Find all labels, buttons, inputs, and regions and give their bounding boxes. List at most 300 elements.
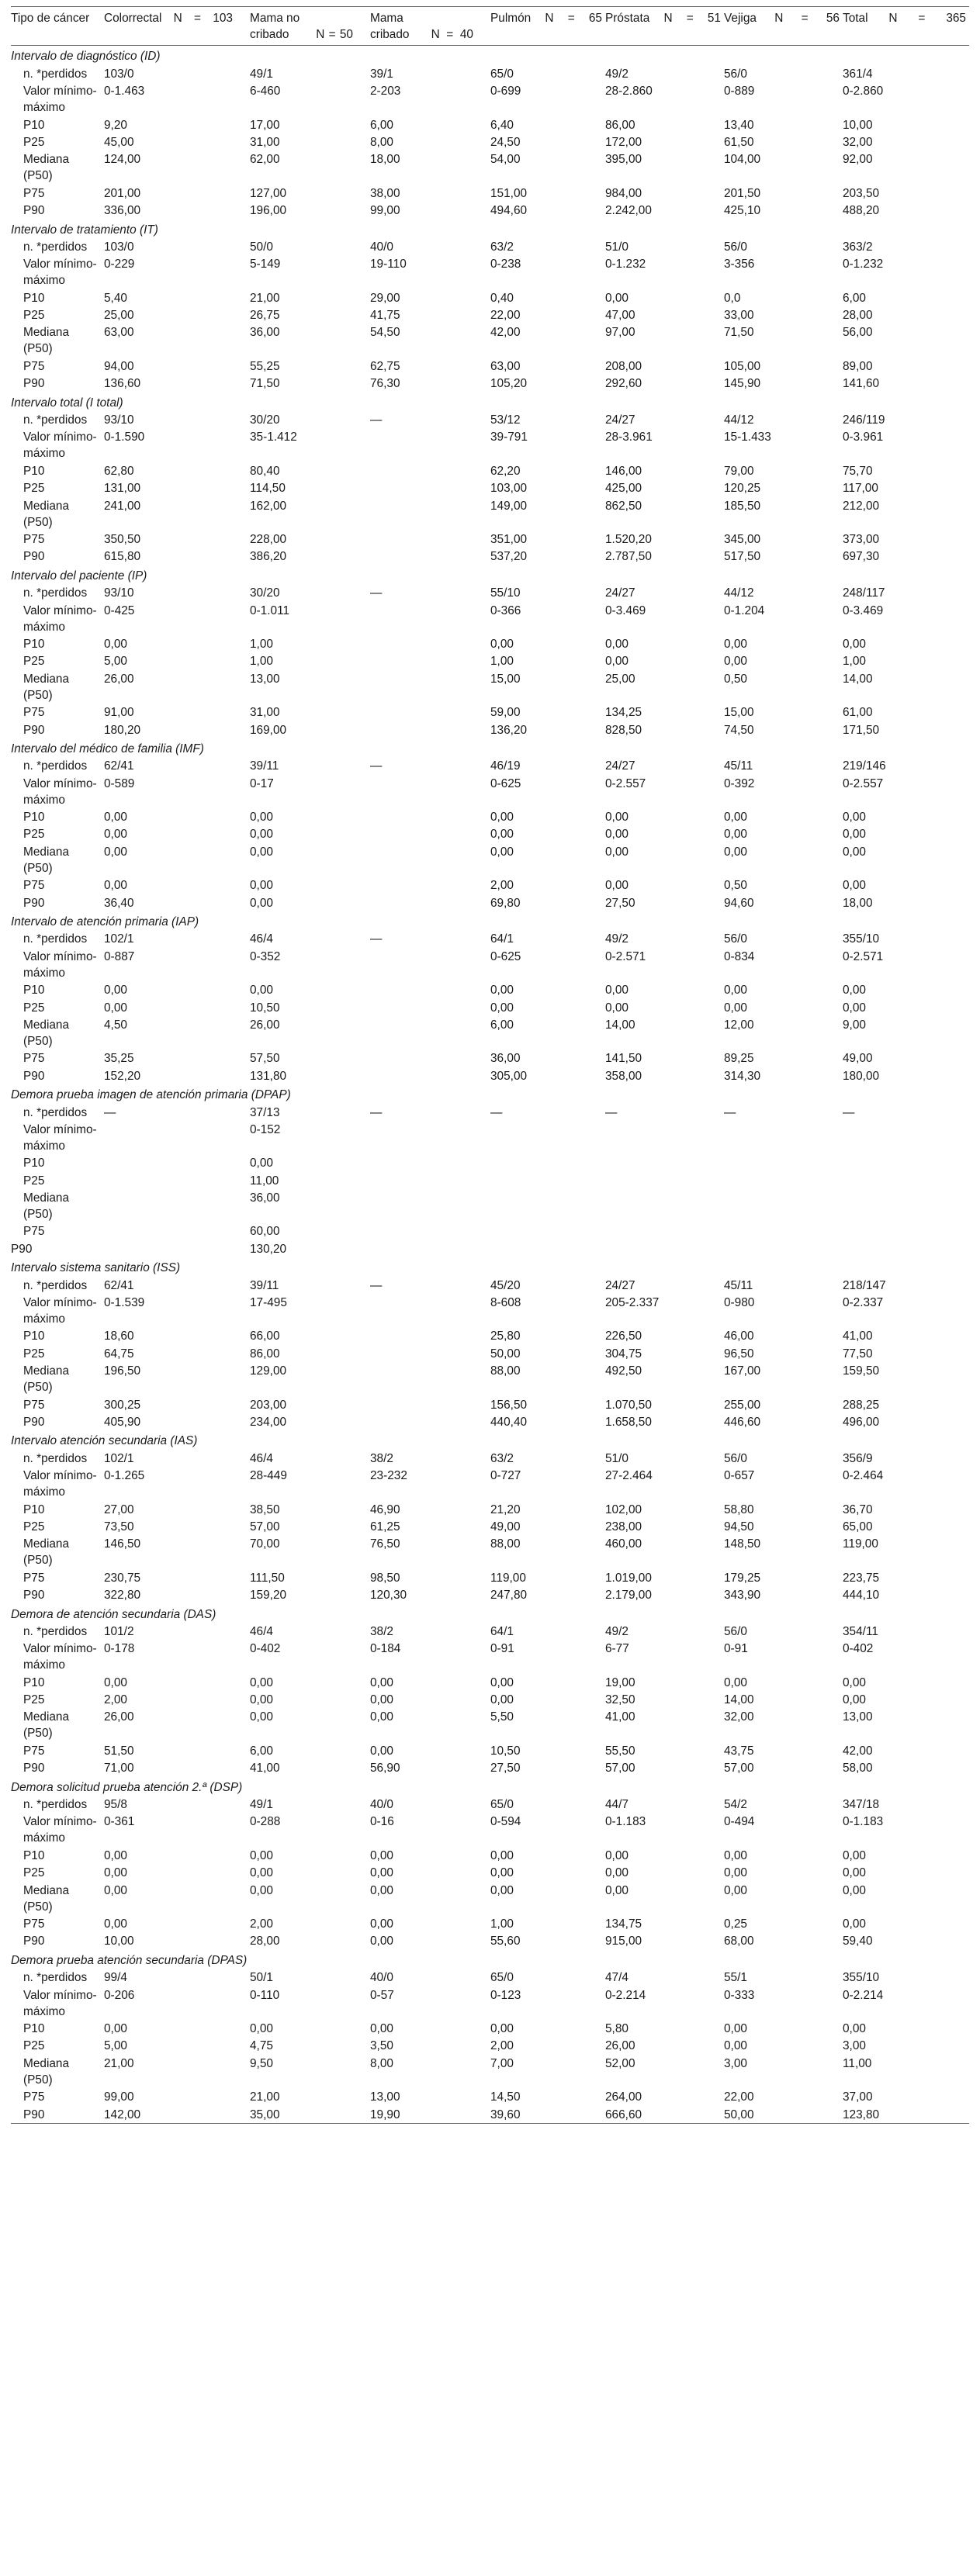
- row-label: n. *perdidos: [23, 67, 88, 81]
- row-label: Valor mínimo-máximo: [23, 776, 97, 807]
- table-cell: 0,00: [724, 2021, 747, 2035]
- table-cell: 0-238: [490, 258, 521, 271]
- table-row: [11, 1932, 969, 1949]
- table-cell: 73,50: [104, 1520, 134, 1533]
- table-cell: 111,50: [250, 1571, 285, 1585]
- table-cell: 141,50: [605, 1052, 642, 1066]
- table-row: [11, 774, 969, 807]
- table-cell: 13,00: [250, 672, 280, 686]
- table-row: [11, 479, 969, 496]
- header-group: [250, 10, 367, 43]
- table-cell: [370, 1413, 490, 1430]
- header-row: [11, 7, 969, 46]
- table-cell: 5,80: [605, 2021, 629, 2035]
- header-group: [843, 10, 966, 26]
- table-cell: 14,00: [724, 1693, 754, 1707]
- row-label: n. *perdidos: [23, 1624, 88, 1638]
- table-cell: 124,00: [104, 153, 141, 167]
- table-cell: 62,80: [104, 464, 134, 478]
- table-cell: 39/1: [370, 67, 393, 81]
- header-count: 65: [588, 12, 602, 25]
- table-cell: 63/2: [490, 240, 514, 254]
- table-cell: 0,00: [605, 879, 629, 893]
- table-cell: 0-1.265: [104, 1469, 145, 1483]
- table-cell: 59,00: [490, 706, 521, 720]
- table-cell: 5,40: [104, 291, 127, 305]
- row-label: P75: [23, 532, 45, 546]
- table-cell: 0,00: [724, 845, 747, 859]
- table-cell: [843, 1222, 969, 1240]
- table-row: [11, 1759, 969, 1776]
- table-cell: 0,00: [490, 811, 514, 825]
- section-title: Demora solicitud prueba atención 2.ª (DSP): [11, 1780, 243, 1794]
- table-cell: 343,90: [724, 1589, 761, 1603]
- row-label: n. *perdidos: [23, 759, 88, 773]
- table-cell: 1.520,20: [605, 532, 652, 546]
- table-cell: 0,00: [250, 1675, 273, 1689]
- table-row: [11, 894, 969, 911]
- header-mama-cribado: [370, 7, 490, 46]
- table-cell: 537,20: [490, 550, 528, 564]
- table-cell: 13,00: [843, 1710, 873, 1724]
- table-cell: [370, 1395, 490, 1412]
- table-row: [11, 947, 969, 980]
- table-cell: [724, 1154, 843, 1171]
- table-cell: [843, 1171, 969, 1188]
- table-row: [11, 1413, 969, 1430]
- table-cell: 0,00: [843, 828, 866, 842]
- header-label: Tipo de cáncer: [11, 12, 90, 25]
- table-cell: 0,00: [104, 2021, 127, 2035]
- table-cell: —: [370, 932, 383, 946]
- table-row: [11, 981, 969, 998]
- table-cell: 1.019,00: [605, 1571, 652, 1585]
- table-row: [11, 877, 969, 894]
- table-cell: 10,00: [104, 1935, 134, 1948]
- table-cell: 97,00: [605, 326, 635, 340]
- table-cell: 212,00: [843, 499, 880, 513]
- header-label: Próstata: [605, 12, 650, 25]
- row-label: P90: [23, 1935, 45, 1948]
- table-cell: —: [724, 1105, 736, 1119]
- table-row: [11, 150, 969, 184]
- table-cell: 40/0: [370, 1798, 393, 1812]
- table-cell: 345,00: [724, 532, 761, 546]
- table-cell: [490, 1189, 605, 1222]
- table-cell: 65/0: [490, 67, 514, 81]
- header-n: N: [663, 12, 673, 25]
- table-cell: 196,00: [250, 204, 287, 218]
- table-cell: 0-1.232: [605, 258, 646, 271]
- table-cell: 0,00: [605, 845, 629, 859]
- table-cell: 0-1.011: [250, 603, 290, 617]
- table-cell: [370, 1222, 490, 1240]
- table-row: [11, 1154, 969, 1171]
- table-cell: 0,00: [490, 1675, 514, 1689]
- table-cell: 141,60: [843, 377, 880, 391]
- table-row: [11, 1915, 969, 1932]
- table-cell: [370, 601, 490, 634]
- table-cell: 119,00: [843, 1537, 878, 1551]
- table-cell: 61,50: [724, 135, 754, 149]
- section-title: Intervalo de atención primaria (IAP): [11, 915, 199, 929]
- table-cell: [370, 1344, 490, 1361]
- table-cell: 0,00: [843, 1883, 866, 1897]
- table-cell: 615,80: [104, 550, 141, 564]
- table-cell: [370, 894, 490, 911]
- header-n: N: [431, 28, 440, 41]
- table-cell: 21,00: [250, 2090, 280, 2104]
- table-cell: 92,00: [843, 153, 873, 167]
- table-cell: 3,00: [843, 2039, 866, 2053]
- table-cell: [843, 1240, 969, 1257]
- header-eq: =: [801, 12, 809, 25]
- table-cell: 28,00: [250, 1935, 280, 1948]
- section-header-row: [11, 1257, 969, 1276]
- table-row: [11, 1500, 969, 1517]
- table-cell: 57,00: [605, 1762, 635, 1776]
- table-cell: 10,50: [250, 1001, 280, 1015]
- header-n: N: [774, 12, 784, 25]
- table-cell: 0,00: [104, 637, 127, 651]
- header-pulmon: [490, 7, 605, 46]
- table-cell: 52,00: [605, 2056, 635, 2070]
- table-cell: 0,00: [250, 984, 273, 998]
- table-cell: 55/1: [724, 1971, 747, 1985]
- table-cell: 36,00: [250, 1191, 280, 1205]
- table-cell: [370, 808, 490, 825]
- table-cell: 238,00: [605, 1520, 642, 1533]
- row-label: P25: [23, 2039, 45, 2053]
- table-cell: 0,00: [490, 637, 514, 651]
- table-row: [11, 1586, 969, 1603]
- table-cell: 55,25: [250, 359, 280, 373]
- table-cell: 0,00: [104, 1675, 127, 1689]
- row-label: P25: [23, 828, 45, 842]
- table-cell: 49/2: [605, 932, 629, 946]
- table-cell: [490, 1240, 605, 1257]
- row-label: P90: [23, 1416, 45, 1429]
- table-cell: 405,90: [104, 1416, 141, 1429]
- table-cell: 0,00: [490, 984, 514, 998]
- table-cell: 47/4: [605, 1971, 629, 1985]
- table-cell: 91,00: [104, 706, 134, 720]
- table-cell: 94,50: [724, 1520, 754, 1533]
- table-cell: 145,90: [724, 377, 761, 391]
- table-cell: 203,00: [250, 1398, 287, 1412]
- row-label: Mediana (P50): [23, 1018, 70, 1048]
- table-cell: 23-232: [370, 1469, 407, 1483]
- table-cell: 24/27: [605, 413, 635, 427]
- table-row: [11, 496, 969, 530]
- table-cell: 38/2: [370, 1624, 393, 1638]
- table-cell: 146,50: [104, 1537, 141, 1551]
- table-cell: 0,0: [724, 291, 741, 305]
- header-cancer-type: [11, 7, 104, 46]
- table-cell: 93/10: [104, 586, 134, 600]
- row-label: Mediana (P50): [23, 1537, 70, 1568]
- section-title: Intervalo total (I total): [11, 396, 123, 410]
- row-label: n. *perdidos: [23, 932, 88, 946]
- table-cell: 0-392: [724, 776, 755, 790]
- table-cell: 0-402: [250, 1642, 281, 1656]
- table-cell: 28,00: [843, 309, 873, 323]
- table-cell: 99/4: [104, 1971, 127, 1985]
- table-cell: 1.070,50: [605, 1398, 652, 1412]
- table-cell: 0-17: [250, 776, 274, 790]
- table-cell: 42,00: [843, 1744, 873, 1758]
- table-row: [11, 1535, 969, 1568]
- table-cell: 305,00: [490, 1069, 528, 1083]
- table-cell: 19,90: [370, 2107, 400, 2121]
- table-cell: 24/27: [605, 586, 635, 600]
- table-cell: 0-3.469: [843, 603, 884, 617]
- row-label: P75: [23, 1744, 45, 1758]
- table-cell: 131,00: [104, 482, 141, 496]
- table-row: [11, 462, 969, 479]
- table-cell: [370, 1121, 490, 1154]
- row-label: Mediana (P50): [23, 1710, 70, 1741]
- row-label: n. *perdidos: [23, 1105, 88, 1119]
- table-cell: 0,00: [250, 811, 273, 825]
- table-cell: 39/11: [250, 759, 279, 773]
- table-cell: 0-2.860: [843, 85, 884, 99]
- table-row: [11, 2020, 969, 2037]
- table-cell: 0,00: [104, 1917, 127, 1931]
- row-label: P25: [23, 655, 45, 669]
- table-cell: 120,30: [370, 1589, 407, 1603]
- table-cell: 314,30: [724, 1069, 761, 1083]
- table-cell: 149,00: [490, 499, 528, 513]
- table-cell: [490, 1222, 605, 1240]
- table-row: [11, 808, 969, 825]
- table-row: [11, 757, 969, 774]
- table-row: [11, 255, 969, 289]
- table-cell: 79,00: [724, 464, 754, 478]
- row-label: P90: [23, 1069, 45, 1083]
- table-cell: 56,90: [370, 1762, 400, 1776]
- table-cell: 0,00: [605, 637, 629, 651]
- table-cell: [724, 1171, 843, 1188]
- table-cell: 0,00: [843, 1848, 866, 1862]
- table-cell: 62/41: [104, 1278, 134, 1292]
- row-label: Mediana (P50): [23, 499, 70, 529]
- table-cell: 234,00: [250, 1416, 287, 1429]
- table-cell: 11,00: [843, 2056, 872, 2070]
- table-cell: 355/10: [843, 1971, 880, 1985]
- table-cell: 134,25: [605, 706, 642, 720]
- table-cell: 57,00: [724, 1762, 754, 1776]
- row-label: Valor mínimo-máximo: [23, 85, 97, 115]
- table-cell: 0-425: [104, 603, 135, 617]
- table-cell: [370, 704, 490, 721]
- table-cell: 0-91: [724, 1642, 748, 1656]
- table-cell: 1.658,50: [605, 1416, 652, 1429]
- table-cell: 54/2: [724, 1798, 747, 1812]
- table-cell: 425,00: [605, 482, 642, 496]
- table-cell: 96,50: [724, 1347, 754, 1361]
- table-cell: [724, 1240, 843, 1257]
- table-cell: 127,00: [250, 186, 287, 200]
- table-cell: 492,50: [605, 1364, 642, 1378]
- table-cell: 11,00: [250, 1174, 279, 1188]
- header-n: N: [173, 12, 182, 25]
- table-cell: [370, 842, 490, 876]
- table-cell: [370, 1049, 490, 1067]
- table-cell: 49,00: [843, 1052, 873, 1066]
- row-label: P90: [23, 1762, 45, 1776]
- table-cell: [370, 1067, 490, 1084]
- table-cell: 46,00: [724, 1329, 754, 1343]
- table-cell: 0,00: [250, 896, 273, 910]
- table-cell: 8,00: [370, 135, 393, 149]
- table-row: [11, 1691, 969, 1708]
- table-row: [11, 531, 969, 548]
- section-title: Intervalo del paciente (IP): [11, 569, 147, 583]
- section-header-row: [11, 1603, 969, 1622]
- table-cell: [370, 462, 490, 479]
- table-cell: [104, 1121, 250, 1154]
- row-label: Valor mínimo-máximo: [23, 603, 97, 634]
- table-cell: 64/1: [490, 1624, 514, 1638]
- table-cell: 65,00: [843, 1520, 873, 1533]
- row-label: P25: [23, 1866, 45, 1880]
- table-cell: 3-356: [724, 258, 755, 271]
- table-cell: 0,00: [605, 811, 629, 825]
- row-label: P10: [23, 1848, 45, 1862]
- table-cell: 0-333: [724, 1988, 755, 2002]
- table-cell: 86,00: [605, 118, 635, 132]
- table-cell: 0-123: [490, 1988, 521, 2002]
- table-cell: 25,00: [104, 309, 134, 323]
- table-cell: 46/4: [250, 1451, 273, 1465]
- table-cell: 28-2.860: [605, 85, 653, 99]
- row-label: Mediana (P50): [23, 2056, 70, 2087]
- table-cell: 88,00: [490, 1364, 521, 1378]
- table-cell: 354/11: [843, 1624, 878, 1638]
- table-cell: 0,00: [370, 1693, 393, 1707]
- row-label: P75: [23, 359, 45, 373]
- table-cell: 39-791: [490, 430, 528, 444]
- row-label: P25: [23, 1520, 45, 1533]
- table-cell: 356/9: [843, 1451, 873, 1465]
- table-cell: 14,50: [490, 2090, 521, 2104]
- table-cell: 9,00: [843, 1018, 866, 1032]
- table-cell: 223,75: [843, 1571, 880, 1585]
- table-cell: 44/12: [724, 413, 754, 427]
- table-cell: 70,00: [250, 1537, 280, 1551]
- table-cell: 26,00: [605, 2039, 635, 2053]
- table-cell: [370, 721, 490, 738]
- table-cell: [605, 1171, 724, 1188]
- table-cell: 0,00: [843, 879, 866, 893]
- table-cell: 0-2.571: [843, 949, 884, 963]
- table-cell: 0-57: [370, 1988, 394, 2002]
- row-label: n. *perdidos: [23, 586, 88, 600]
- table-cell: 0-594: [490, 1815, 521, 1829]
- table-cell: 0,00: [250, 845, 273, 859]
- table-cell: 2,00: [490, 879, 514, 893]
- table-cell: 292,60: [605, 377, 642, 391]
- table-cell: 0-184: [370, 1642, 401, 1656]
- table-cell: [843, 1121, 969, 1154]
- table-cell: 64/1: [490, 932, 514, 946]
- table-cell: 0-657: [724, 1469, 755, 1483]
- table-cell: [370, 652, 490, 669]
- table-cell: 0,00: [104, 845, 127, 859]
- table-cell: 0,00: [843, 845, 866, 859]
- row-label: P10: [23, 1675, 45, 1689]
- table-row: [11, 548, 969, 565]
- table-cell: 36,40: [104, 896, 134, 910]
- table-cell: 0,00: [605, 1001, 629, 1015]
- table-cell: 76,50: [370, 1537, 400, 1551]
- table-row: [11, 1121, 969, 1154]
- table-cell: 666,60: [605, 2107, 642, 2121]
- table-cell: 12,00: [724, 1018, 754, 1032]
- table-cell: 9,20: [104, 118, 127, 132]
- table-cell: 38,00: [370, 186, 400, 200]
- table-cell: 19,00: [605, 1675, 635, 1689]
- table-cell: 14,00: [843, 672, 873, 686]
- table-cell: 0,50: [724, 672, 747, 686]
- table-row: [11, 1467, 969, 1500]
- table-cell: 71,50: [250, 377, 280, 391]
- header-label: Vejiga: [724, 12, 757, 25]
- table-cell: 93/10: [104, 413, 134, 427]
- table-cell: 494,60: [490, 204, 528, 218]
- table-cell: 347/18: [843, 1798, 880, 1812]
- table-cell: 361/4: [843, 67, 873, 81]
- table-cell: 89,00: [843, 359, 873, 373]
- table-cell: 0,00: [104, 984, 127, 998]
- table-cell: 131,80: [250, 1069, 287, 1083]
- table-cell: [104, 1240, 250, 1257]
- table-cell: 88,00: [490, 1537, 521, 1551]
- row-label: P10: [23, 1329, 45, 1343]
- table-row: [11, 2105, 969, 2123]
- table-cell: 26,00: [104, 672, 134, 686]
- row-label: Valor mínimo-máximo: [23, 258, 97, 288]
- table-cell: 1,00: [250, 637, 273, 651]
- table-cell: 54,50: [370, 326, 400, 340]
- row-label: P75: [23, 2090, 45, 2104]
- table-row: [11, 1881, 969, 1914]
- table-cell: 71,00: [104, 1762, 134, 1776]
- table-cell: 56/0: [724, 67, 747, 81]
- table-cell: 0-1.183: [843, 1815, 884, 1829]
- table-cell: 0,00: [490, 1001, 514, 1015]
- header-count: 365: [946, 12, 966, 25]
- table-cell: 19-110: [370, 258, 407, 271]
- table-cell: 862,50: [605, 499, 642, 513]
- table-cell: 18,60: [104, 1329, 134, 1343]
- table-cell: 159,50: [843, 1364, 880, 1378]
- table-cell: 0-889: [724, 85, 755, 99]
- table-cell: 6,40: [490, 118, 514, 132]
- table-cell: 37/13: [250, 1105, 280, 1119]
- table-cell: 0-361: [104, 1815, 135, 1829]
- table-cell: [370, 669, 490, 703]
- table-cell: 0-229: [104, 258, 135, 271]
- table-cell: 0,00: [490, 2021, 514, 2035]
- table-cell: 300,25: [104, 1398, 141, 1412]
- table-cell: 0,00: [370, 1848, 393, 1862]
- table-cell: 0,00: [724, 655, 747, 669]
- table-row: [11, 238, 969, 255]
- header-eq: =: [446, 28, 454, 41]
- table-cell: 363/2: [843, 240, 873, 254]
